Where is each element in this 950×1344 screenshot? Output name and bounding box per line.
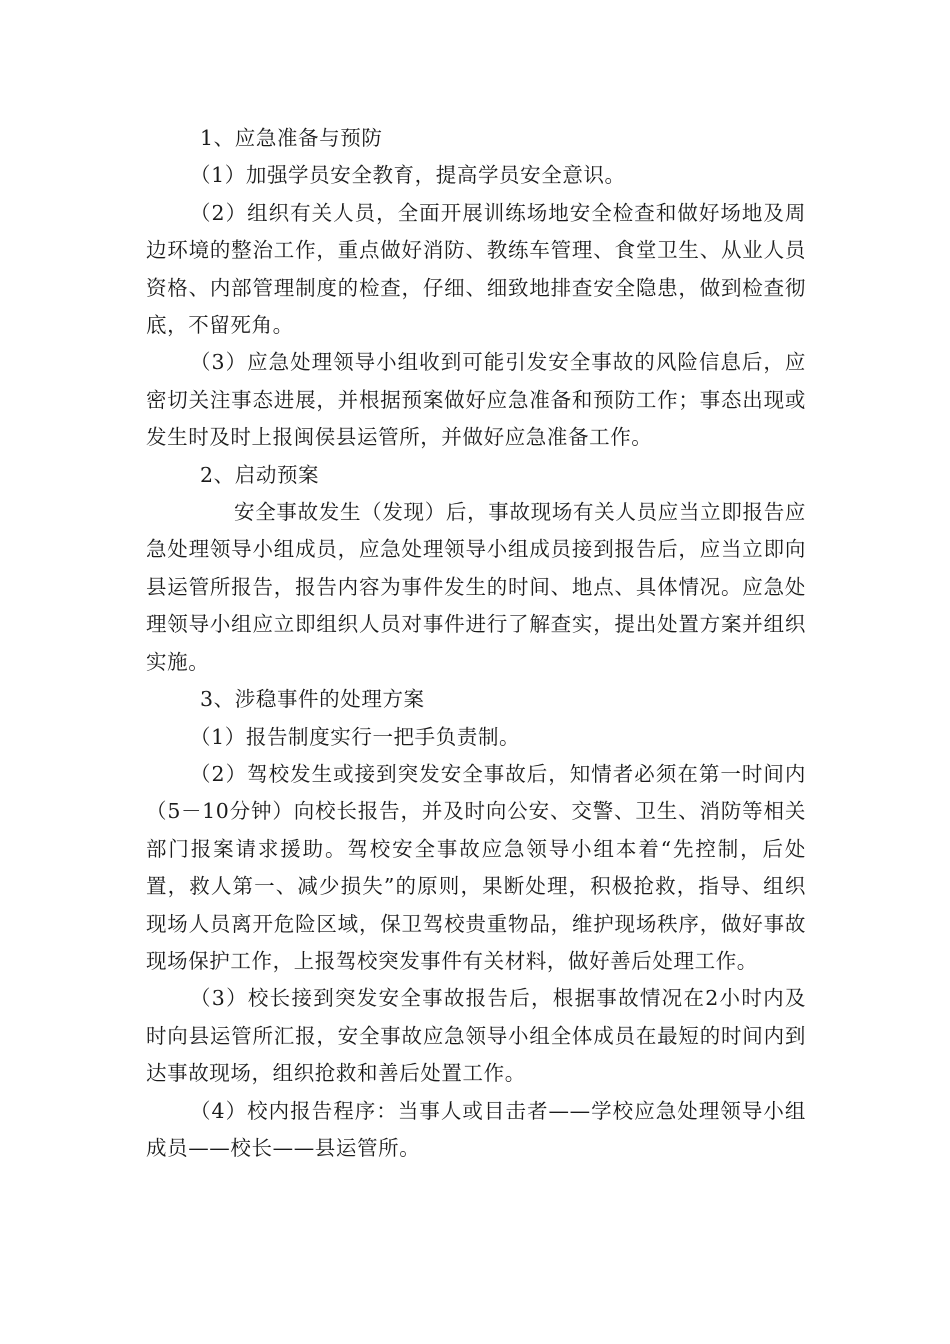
document-body — [146, 120, 806, 1167]
paragraph-1-2: （2）组织有关人员，全面开展训练场地安全检查和做好场地及周边环境的整治工作，重点做好消防、教练车管理、食堂卫生、从业人员资格、内部管理制度的检查，仔细、细致地排查安全隐患，做到检查彻底，不留死角。 — [146, 200, 806, 338]
section-heading-2: 2、启动预案 — [200, 462, 320, 487]
paragraph-1-1: （1）加强学员安全教育，提高学员安全意识。 — [190, 163, 626, 188]
paragraph-2-1: 安全事故发生（发现）后，事故现场有关人员应当立即报告应急处理领导小组成员，应急处理领导小组成员接到报告后，应当立即向县运管所报告，报告内容为事件发生的时间、地点、具体情况。应急处理领导小组应立即组织人员对事件进行了解查实，提出处置方案并组织实施。 — [146, 500, 806, 674]
paragraph-3-4: （4）校内报告程序：当事人或目击者——学校应急处理领导小组成员——校长——县运管所。 — [146, 1098, 806, 1160]
section-heading-1: 1、应急准备与预防 — [200, 126, 383, 150]
paragraph-1-3: （3）应急处理领导小组收到可能引发安全事故的风险信息后，应密切关注事态进展，并根据预案做好应急准备和预防工作；事态出现或发生时及时上报闽侯县运管所，并做好应急准备工作。 — [146, 350, 806, 450]
paragraph-3-3: （3）校长接到突发安全事故报告后，根据事故情况在2小时内及时向县运管所汇报，安全事故应急领导小组全体成员在最短的时间内到达事故现场，组织抢救和善后处置工作。 — [146, 986, 806, 1086]
section-heading-3: 3、涉稳事件的处理方案 — [200, 687, 425, 712]
paragraph-3-2: （2）驾校发生或接到突发安全事故后，知情者必须在第一时间内（5－10分钟）向校长报告，并及时向公安、交警、卫生、消防等相关部门报案请求援助。驾校安全事故应急领导小组本着“先控制，后处置，救人第一、减少损失”的原则，果断处理，积极抢救，指导、组织现场人员离开危险区域，保卫驾校贵重物品，维护现场秩序，做好事故现场保护工作，上报驾校突发事件有关材料，做好善后处理工作。 — [146, 761, 806, 973]
paragraph-3-1: （1）报告制度实行一把手负责制。 — [190, 724, 521, 749]
